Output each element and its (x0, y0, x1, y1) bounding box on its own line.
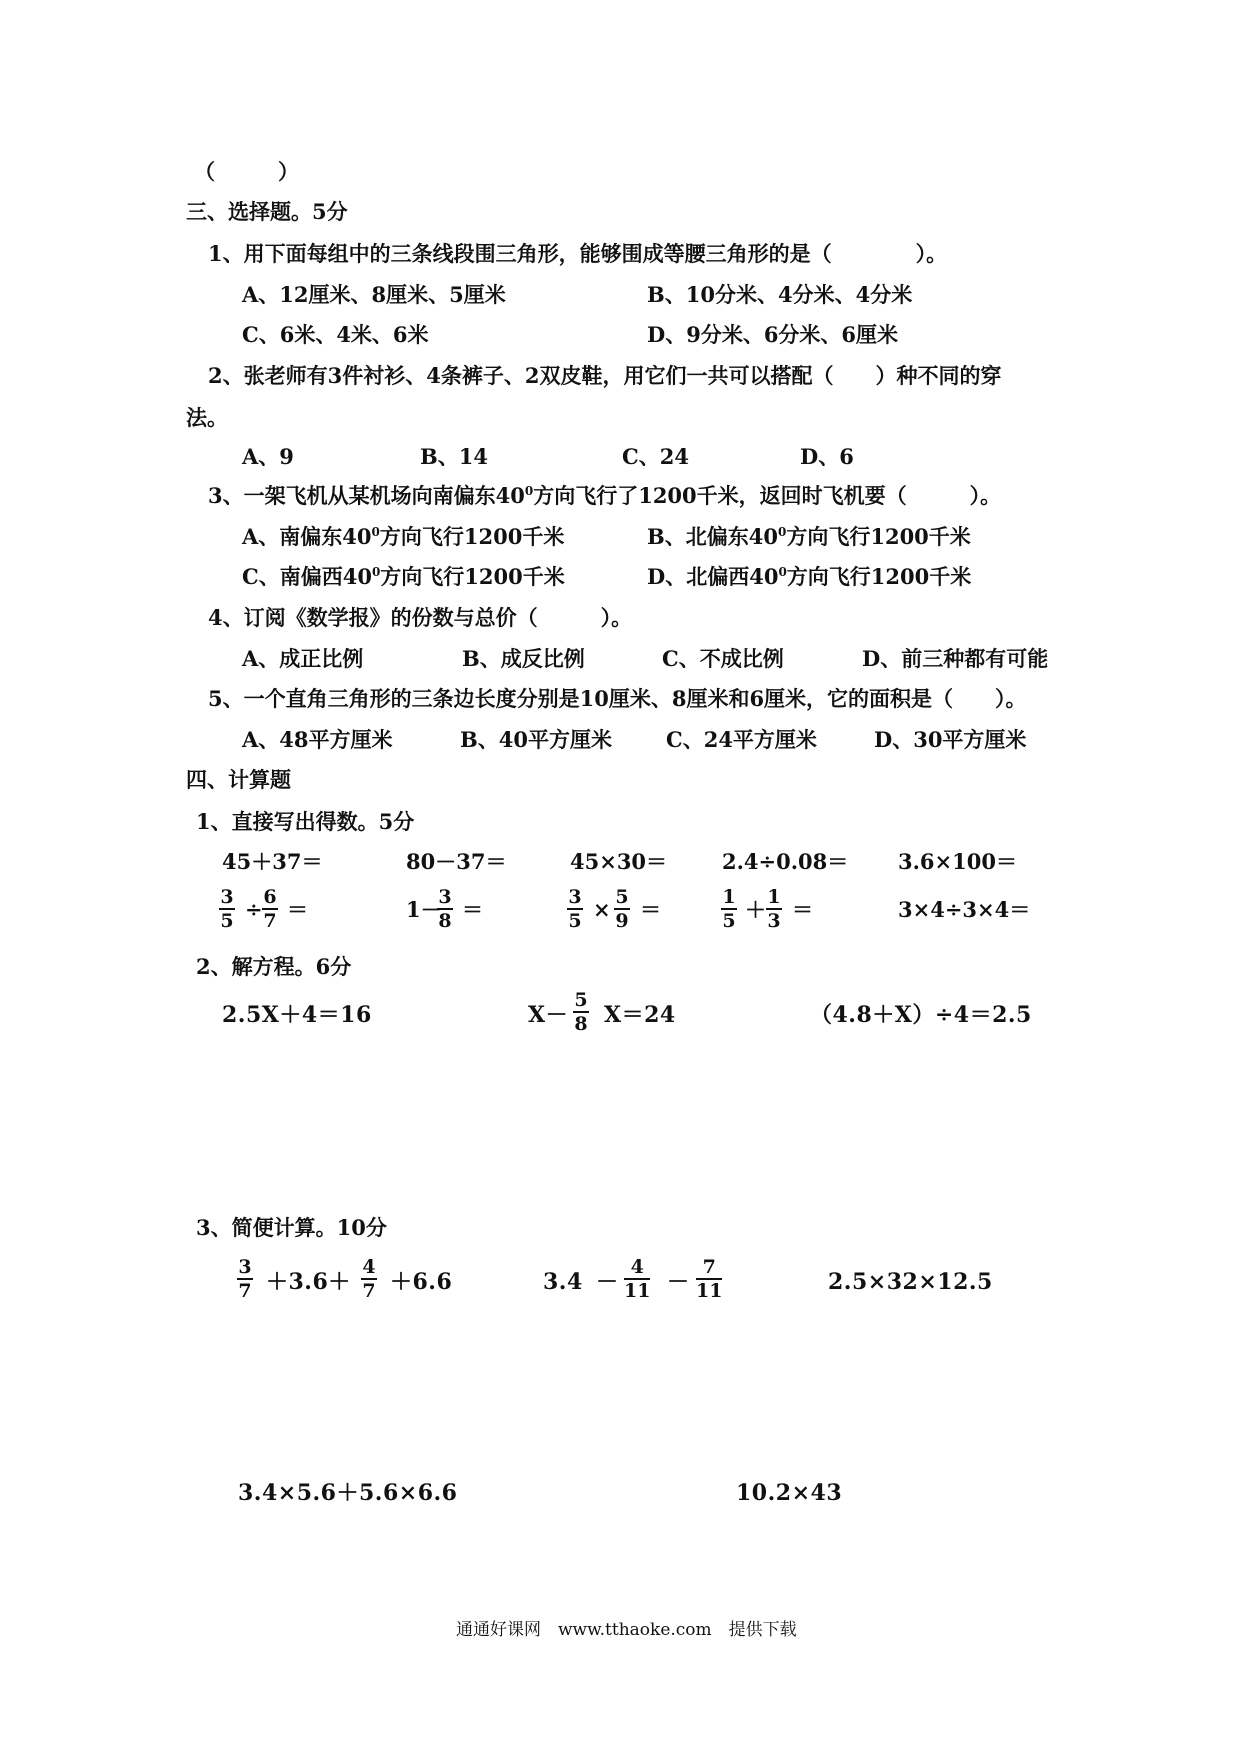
denominator: 11 (624, 1280, 651, 1302)
numerator: 6 (263, 886, 277, 908)
calc-end: ＋6.6 (390, 1269, 453, 1295)
q1-option-a: A、12厘米、8厘米、5厘米 (242, 282, 506, 307)
section-heading-choice: 三、选择题。5分 (186, 199, 348, 224)
q3-a-post: 方向飞行1200千米 (379, 524, 565, 549)
denominator: 5 (568, 910, 582, 932)
degree-sup: 0 (371, 565, 381, 579)
q3-option-b (647, 525, 971, 549)
calc-product: 2.5×32×12.5 (828, 1269, 993, 1295)
fraction (614, 887, 630, 931)
fraction (766, 887, 782, 931)
denominator: 7 (238, 1280, 252, 1302)
calc-5: 3.6×100＝ (898, 849, 1017, 874)
numerator: 4 (362, 1256, 376, 1278)
numerator: 1 (722, 886, 736, 908)
numerator: 7 (702, 1256, 716, 1278)
q3-d-post: 方向飞行1200千米 (786, 564, 972, 589)
q4-option-c: C、不成比例 (662, 646, 784, 671)
denominator: 9 (615, 910, 629, 932)
q3-b-post: 方向飞行1200千米 (786, 524, 971, 549)
calc-1: 45＋37＝ (222, 849, 323, 874)
numerator: 3 (238, 1256, 252, 1278)
fraction (262, 887, 278, 931)
section-heading-calc: 四、计算题 (186, 767, 291, 792)
calc-3: 45×30＝ (570, 849, 668, 874)
numerator: 3 (568, 886, 582, 908)
numerator: 1 (767, 886, 781, 908)
q2-option-b: B、14 (420, 444, 488, 469)
q3-text-post: 方向飞行了1200千米，返回时飞机要（ ）。 (533, 483, 1002, 508)
equation-3: （4.8＋X）÷4＝2.5 (810, 1002, 1032, 1028)
fraction (567, 887, 583, 931)
denominator: 7 (263, 910, 277, 932)
fraction (721, 887, 737, 931)
q5-option-d: D、30平方厘米 (874, 727, 1027, 752)
q3-c-post: 方向飞行1200千米 (380, 564, 565, 589)
q4-option-d: D、前三种都有可能 (862, 646, 1049, 671)
numerator: 4 (630, 1256, 644, 1278)
degree-sup: 0 (777, 525, 787, 539)
fraction (219, 887, 235, 931)
q1-option-d: D、9分米、6分米、6厘米 (647, 322, 899, 347)
operator: － (667, 1269, 690, 1295)
footer-source: 通通好课网 www.tthaoke.com 提供下载 (456, 1620, 797, 1640)
denominator: 5 (722, 910, 736, 932)
q5-option-b: B、40平方厘米 (460, 727, 612, 752)
equals: ＝ (287, 897, 308, 922)
operator: ＋ (745, 897, 766, 922)
q3-d-pre: D、北偏西40 (647, 564, 779, 589)
calc-multiply: 10.2×43 (736, 1480, 843, 1506)
degree-sup: 0 (524, 484, 534, 498)
equals: ＝ (462, 897, 483, 922)
operator: × (593, 897, 611, 922)
part1-heading: 1、直接写出得数。5分 (196, 809, 415, 834)
denominator: 8 (438, 910, 452, 932)
denominator: 7 (362, 1280, 376, 1302)
q1-option-c: C、6米、4米、6米 (242, 322, 429, 347)
fraction (624, 1257, 650, 1301)
fraction (237, 1257, 253, 1301)
calc-2: 80－37＝ (406, 849, 507, 874)
answer-blank: （ ） (194, 159, 299, 184)
calc-middle: ＋3.6＋ (266, 1269, 351, 1295)
fraction (361, 1257, 377, 1301)
calc-start: 3.4 (543, 1269, 583, 1295)
fraction (696, 1257, 722, 1301)
q5-option-c: C、24平方厘米 (666, 727, 817, 752)
q2-option-c: C、24 (622, 444, 689, 469)
q3-c-pre: C、南偏西40 (242, 564, 372, 589)
q4-option-b: B、成反比例 (462, 646, 585, 671)
q3-a-pre: A、南偏东40 (242, 524, 372, 549)
q5-option-a: A、48平方厘米 (242, 727, 393, 752)
denominator: 11 (696, 1280, 723, 1302)
calc-prefix: 1－ (406, 897, 442, 922)
calc-10: 3×4÷3×4＝ (898, 897, 1031, 922)
part3-heading: 3、简便计算。10分 (196, 1215, 387, 1240)
q2-option-d: D、6 (800, 444, 854, 469)
calc-4: 2.4÷0.08＝ (722, 849, 849, 874)
q3-option-d (647, 565, 971, 589)
denominator: 3 (767, 910, 781, 932)
denominator: 5 (220, 910, 234, 932)
question-2: 2、张老师有3件衬衫、4条裤子、2双皮鞋，用它们一共可以搭配（ ）种不同的穿 (208, 363, 1002, 388)
question-2-cont: 法。 (186, 405, 228, 430)
q3-option-a (242, 525, 564, 549)
equation-2-suffix: X＝24 (604, 1002, 676, 1028)
numerator: 5 (574, 989, 588, 1011)
degree-sup: 0 (371, 525, 380, 539)
equals: ＝ (640, 897, 661, 922)
fraction (573, 990, 589, 1034)
question-3 (208, 484, 1001, 508)
q3-b-pre: B、北偏东40 (647, 524, 778, 549)
part2-heading: 2、解方程。6分 (196, 954, 352, 979)
question-5: 5、一个直角三角形的三条边长度分别是10厘米、8厘米和6厘米，它的面积是（ ）。 (208, 686, 1027, 711)
equation-2-prefix: X－ (528, 1002, 569, 1028)
operator: － (596, 1269, 619, 1295)
question-4: 4、订阅《数学报》的份数与总价（ ）。 (208, 605, 633, 630)
q2-option-a: A、9 (242, 444, 294, 469)
equals: ＝ (792, 897, 813, 922)
degree-sup: 0 (778, 565, 787, 579)
calc-distributive: 3.4×5.6＋5.6×6.6 (238, 1480, 458, 1506)
numerator: 3 (220, 886, 234, 908)
q4-option-a: A、成正比例 (242, 646, 364, 671)
fraction (437, 887, 453, 931)
q1-option-b: B、10分米、4分米、4分米 (647, 282, 913, 307)
q3-text-pre: 3、一架飞机从某机场向南偏东40 (208, 483, 525, 508)
operator: ÷ (245, 897, 263, 922)
equation-1: 2.5X＋4＝16 (222, 1002, 372, 1028)
denominator: 8 (574, 1013, 588, 1035)
numerator: 3 (438, 886, 452, 908)
question-1: 1、用下面每组中的三条线段围三角形，能够围成等腰三角形的是（ ）。 (208, 241, 948, 266)
numerator: 5 (615, 886, 629, 908)
q3-option-c (242, 565, 565, 589)
